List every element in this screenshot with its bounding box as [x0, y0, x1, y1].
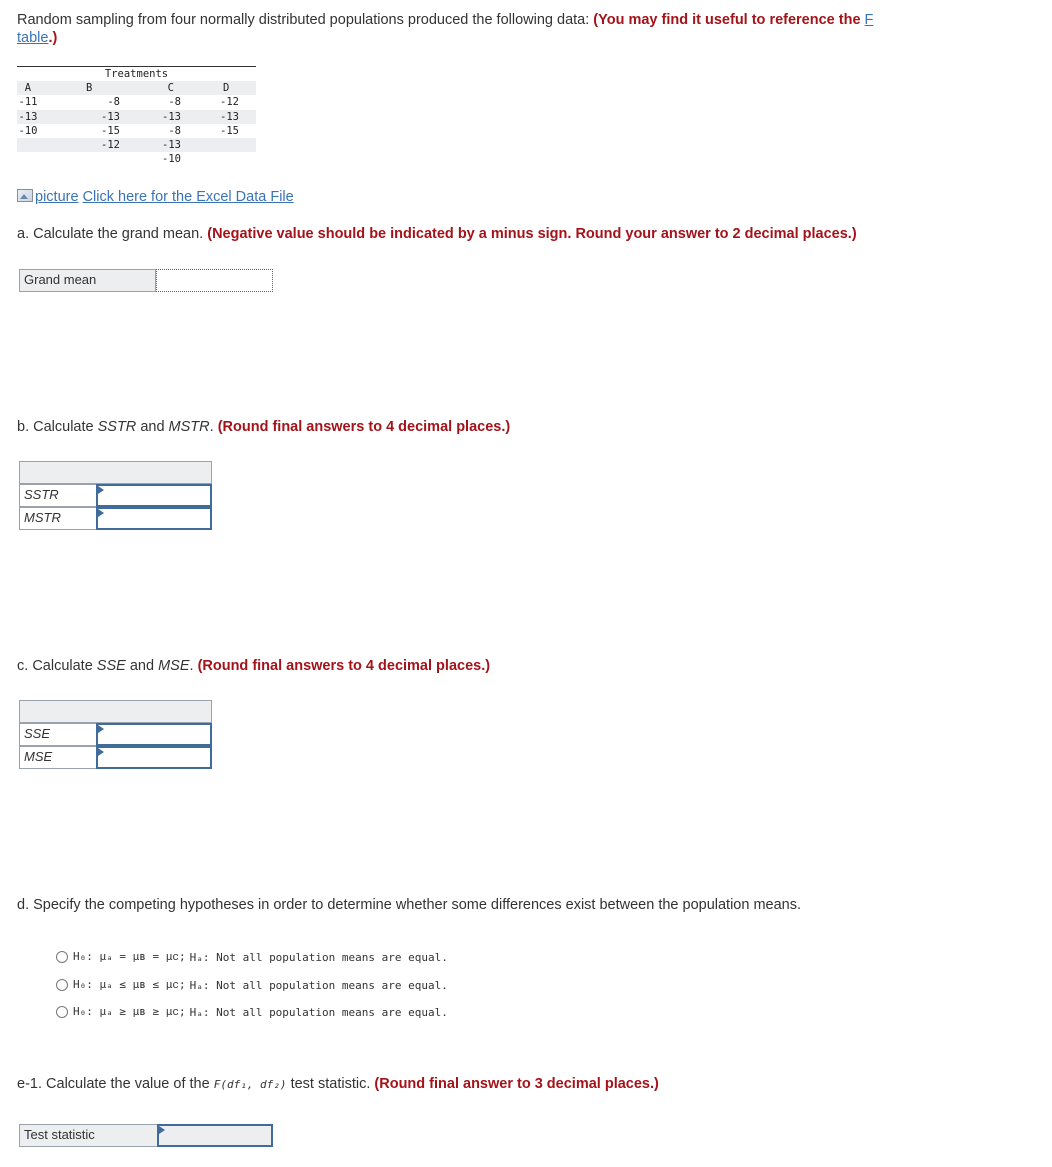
table-row — [17, 138, 256, 152]
part-e1-note: (Round final answer to 3 decimal places.) — [374, 1076, 659, 1092]
col-header: A — [24, 82, 32, 94]
hypothesis-option[interactable] — [56, 1004, 448, 1020]
table-row — [17, 95, 256, 109]
table-cell: -15 — [101, 124, 120, 137]
table-cell: -11 — [18, 96, 38, 109]
part-b-term: MSTR — [168, 419, 210, 435]
part-c-term: SSE — [96, 658, 126, 674]
hypothesis-option[interactable] — [56, 949, 448, 965]
part-b-text: and — [140, 419, 165, 435]
option-ha: Hₐ: Not all population means are equal. — [189, 950, 448, 964]
part-c-question — [17, 658, 490, 674]
part-e1-text: test statistic. — [290, 1076, 371, 1092]
table-cell: -15 — [220, 124, 239, 137]
part-d-label: d. — [17, 897, 30, 913]
intro-paragraph — [17, 11, 1017, 47]
sstr-input[interactable] — [96, 484, 212, 507]
excel-data-link[interactable] — [17, 189, 294, 205]
option-h0: H₀: μₐ ≤ μʙ ≤ μᴄ; — [73, 978, 186, 991]
treatments-title: Treatments — [17, 66, 256, 81]
table-cell — [181, 152, 239, 166]
part-d-text: Specify the competing hypotheses in order to determine whether some differences exist between the population means. — [33, 897, 802, 913]
test-statistic-input[interactable] — [157, 1124, 273, 1147]
hypothesis-option[interactable] — [56, 977, 448, 993]
picture-icon — [17, 189, 33, 202]
table-cell: -13 — [162, 139, 181, 152]
mse-input[interactable] — [96, 746, 212, 769]
table-cell — [39, 152, 120, 166]
part-b-term: SSTR — [97, 419, 137, 435]
mstr-input[interactable] — [96, 507, 212, 530]
part-c-note: (Round final answers to 4 decimal places.) — [197, 658, 491, 674]
col-header: D — [222, 82, 230, 94]
part-b-text: . — [209, 419, 214, 435]
part-c-text: . — [189, 658, 194, 674]
table-cell: -10 — [18, 124, 38, 137]
part-e1-question — [17, 1076, 659, 1092]
table-cell — [17, 152, 39, 166]
part-a-note: (Negative value should be indicated by a minus sign. Round your answer to 2 decimal places.) — [207, 226, 857, 242]
radio-button[interactable] — [56, 1006, 68, 1018]
f-statistic-term: F(df₁, df₂) — [213, 1078, 287, 1091]
mse-label: MSE — [19, 746, 97, 769]
table-cell: -13 — [18, 110, 38, 123]
grand-mean-input[interactable] — [156, 269, 273, 292]
table-row — [17, 110, 256, 124]
table-cell: -8 — [107, 96, 120, 109]
table-header-row — [17, 81, 256, 95]
table-cell: -8 — [168, 96, 181, 109]
part-a-text: Calculate the grand mean. — [33, 226, 204, 242]
data-table — [17, 66, 256, 167]
part-c-term: MSE — [158, 658, 190, 674]
table-cell — [17, 138, 39, 152]
table-cell: -13 — [101, 110, 120, 123]
part-b-table-header — [19, 461, 212, 484]
table-cell — [181, 138, 239, 152]
f-link[interactable]: F — [864, 12, 874, 28]
option-ha: Hₐ: Not all population means are equal. — [189, 1005, 448, 1019]
mstr-label: MSTR — [19, 507, 97, 530]
col-header: B — [86, 82, 93, 94]
table-link[interactable]: table — [17, 30, 49, 46]
part-c-table-header — [19, 700, 212, 723]
part-b-note: (Round final answers to 4 decimal places.) — [217, 419, 511, 435]
sse-input[interactable] — [96, 723, 212, 746]
grand-mean-label: Grand mean — [19, 269, 156, 292]
table-cell: -13 — [162, 110, 181, 123]
table-cell: -13 — [220, 110, 239, 123]
table-row — [17, 152, 256, 166]
table-cell: -12 — [220, 96, 239, 109]
sse-label: SSE — [19, 723, 97, 746]
table-row — [17, 124, 256, 138]
part-b-question — [17, 419, 510, 435]
part-c-text: Calculate — [32, 658, 93, 674]
test-statistic-label: Test statistic — [19, 1124, 158, 1147]
part-a-label: a. — [17, 226, 30, 242]
radio-button[interactable] — [56, 951, 68, 963]
excel-icon-alt[interactable]: picture — [35, 189, 79, 205]
part-c-label: c. — [17, 658, 29, 674]
radio-button[interactable] — [56, 979, 68, 991]
part-e1-text: Calculate the value of the — [46, 1076, 210, 1092]
intro-text: Random sampling from four normally distributed populations produced the following data: — [17, 12, 590, 28]
excel-link-text[interactable]: Click here for the Excel Data File — [82, 189, 294, 205]
part-a-question — [17, 226, 857, 242]
part-c-text: and — [129, 658, 155, 674]
option-h0: H₀: μₐ ≥ μʙ ≥ μᴄ; — [73, 1005, 186, 1018]
part-d-question — [17, 897, 801, 913]
intro-note: (You may find it useful to reference the F — [593, 12, 874, 28]
part-b-label: b. — [17, 419, 30, 435]
intro-note-end: .) — [48, 30, 58, 46]
table-cell: -8 — [168, 124, 181, 137]
col-header: C — [167, 82, 174, 94]
table-cell: -10 — [162, 153, 181, 166]
option-ha: Hₐ: Not all population means are equal. — [189, 978, 448, 992]
option-h0: H₀: μₐ = μʙ = μᴄ; — [73, 950, 186, 963]
part-e1-label: e-1. — [17, 1076, 42, 1092]
sstr-label: SSTR — [19, 484, 97, 507]
part-b-text: Calculate — [33, 419, 94, 435]
table-cell: -12 — [101, 139, 120, 152]
